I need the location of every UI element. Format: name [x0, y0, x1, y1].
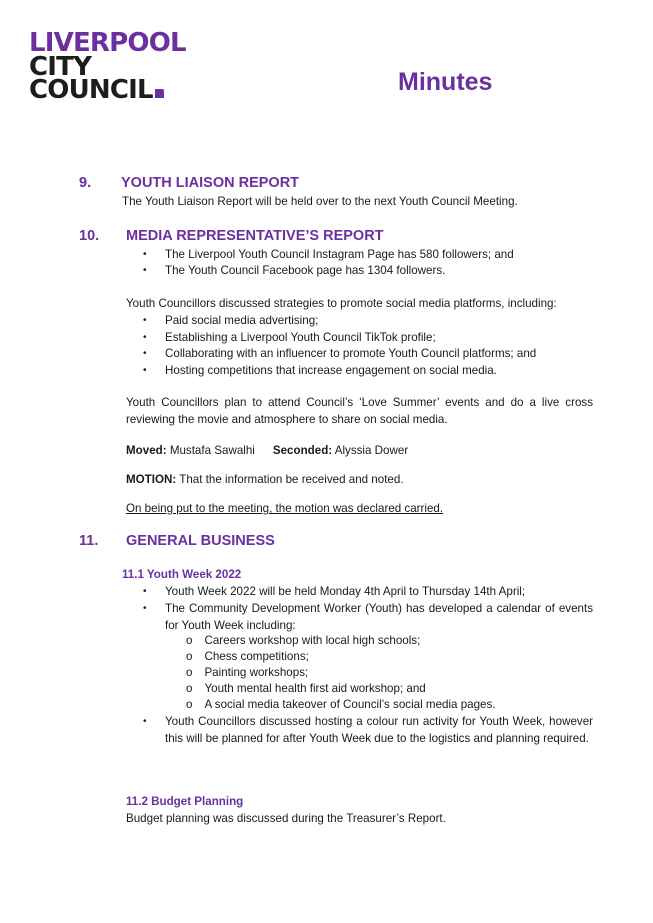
seconded-label: Seconded: — [272, 444, 333, 457]
bullet-icon: • — [143, 603, 147, 614]
strategies-intro: Youth Councillors discussed strategies to promote social media platforms, including: — [126, 297, 557, 310]
event-item — [186, 681, 426, 698]
bullet-icon: • — [143, 365, 147, 376]
bullet-icon: • — [143, 716, 147, 727]
subsection-11-1-title: 11.1 Youth Week 2022 — [122, 568, 242, 581]
section-11-title: GENERAL BUSINESS — [126, 533, 275, 549]
youth-week-text: Youth Week 2022 will be held Monday 4th April to Thursday 14th April; — [165, 585, 526, 598]
section-11-number: 11. — [79, 533, 99, 549]
bullet-icon: • — [143, 348, 147, 359]
motion-label: MOTION: — [126, 473, 177, 486]
subsection-11-2-title: 11.2 Budget Planning — [126, 795, 244, 808]
moved-label: Moved: — [126, 444, 167, 457]
section-10-title: MEDIA REPRESENTATIVE’S REPORT — [126, 228, 384, 244]
logo-square-icon — [155, 89, 164, 98]
logo-line-1: LIVERPOOL — [29, 28, 186, 58]
logo-line-2: CITY — [29, 51, 92, 82]
strategy-text: Paid social media advertising; — [165, 314, 319, 327]
strategy-item — [143, 313, 319, 330]
bullet-icon: • — [143, 332, 147, 343]
sub-bullet-icon: o — [186, 634, 193, 647]
follower-item — [143, 263, 446, 280]
event-item — [186, 697, 496, 714]
strategy-item — [143, 330, 436, 347]
bullet-icon: • — [143, 265, 147, 276]
event-item — [186, 633, 420, 650]
council-logo — [29, 28, 186, 105]
sub-bullet-icon: o — [186, 682, 193, 695]
bullet-icon: • — [143, 586, 147, 597]
sub-bullet-icon: o — [186, 666, 193, 679]
event-text: Chess competitions; — [204, 650, 309, 663]
event-text: A social media takeover of Council’s social media pages. — [204, 698, 496, 711]
sub-bullet-icon: o — [186, 650, 193, 663]
section-9-title: YOUTH LIAISON REPORT — [121, 175, 300, 191]
bullet-icon: • — [143, 249, 147, 260]
seconded-name: Alyssia Dower — [334, 444, 409, 457]
motion-line — [126, 472, 404, 489]
document-title: Minutes — [398, 68, 493, 96]
strategy-item — [143, 346, 537, 363]
event-text: Youth mental health first aid workshop; and — [204, 682, 426, 695]
event-item — [186, 665, 308, 682]
event-text: Painting workshops; — [204, 666, 309, 679]
follower-text: The Liverpool Youth Council Instagram Page has 580 followers; and — [165, 248, 514, 261]
moved-name: Mustafa Sawalhi — [169, 444, 255, 457]
logo-line-3 — [29, 75, 186, 105]
follower-text: The Youth Council Facebook page has 1304 followers. — [165, 264, 446, 277]
event-item — [186, 649, 309, 666]
moved-seconded-line — [126, 443, 408, 460]
logo-line-3-text: COUNCIL — [29, 75, 153, 105]
section-10-number: 10. — [79, 228, 100, 244]
strategy-item — [143, 363, 497, 380]
strategy-text: Collaborating with an influencer to promote Youth Council platforms; and — [165, 347, 537, 360]
subsection-11-2-text: Budget planning was discussed during the Treasurer’s Report. — [126, 812, 446, 825]
colour-run-item: Youth Councillors discussed hosting a colour run activity for Youth Week, however this will be planned for after Youth Week due to the logistics and planning required. — [165, 715, 593, 745]
strategy-text: Establishing a Liverpool Youth Council TikTok profile; — [165, 331, 436, 344]
section-9-number: 9. — [79, 175, 92, 191]
calendar-item: The Community Development Worker (Youth) has developed a calendar of events for Youth Week including: — [165, 602, 593, 632]
youth-week-item — [143, 584, 526, 601]
event-text: Careers workshop with local high schools; — [204, 634, 421, 647]
motion-carried: On being put to the meeting, the motion was declared carried. — [126, 502, 444, 515]
follower-item — [143, 247, 514, 264]
strategy-text: Hosting competitions that increase engagement on social media. — [165, 364, 497, 377]
sub-bullet-icon: o — [186, 698, 193, 711]
section-9-text: The Youth Liaison Report will be held over to the next Youth Council Meeting. — [122, 195, 518, 208]
motion-text: That the information be received and noted. — [179, 473, 404, 486]
bullet-icon: • — [143, 315, 147, 326]
love-summer-paragraph: Youth Councillors plan to attend Council’s ‘Love Summer’ events and do a live cross reviewing the movie and atmosphere to share on social media. — [126, 396, 593, 426]
